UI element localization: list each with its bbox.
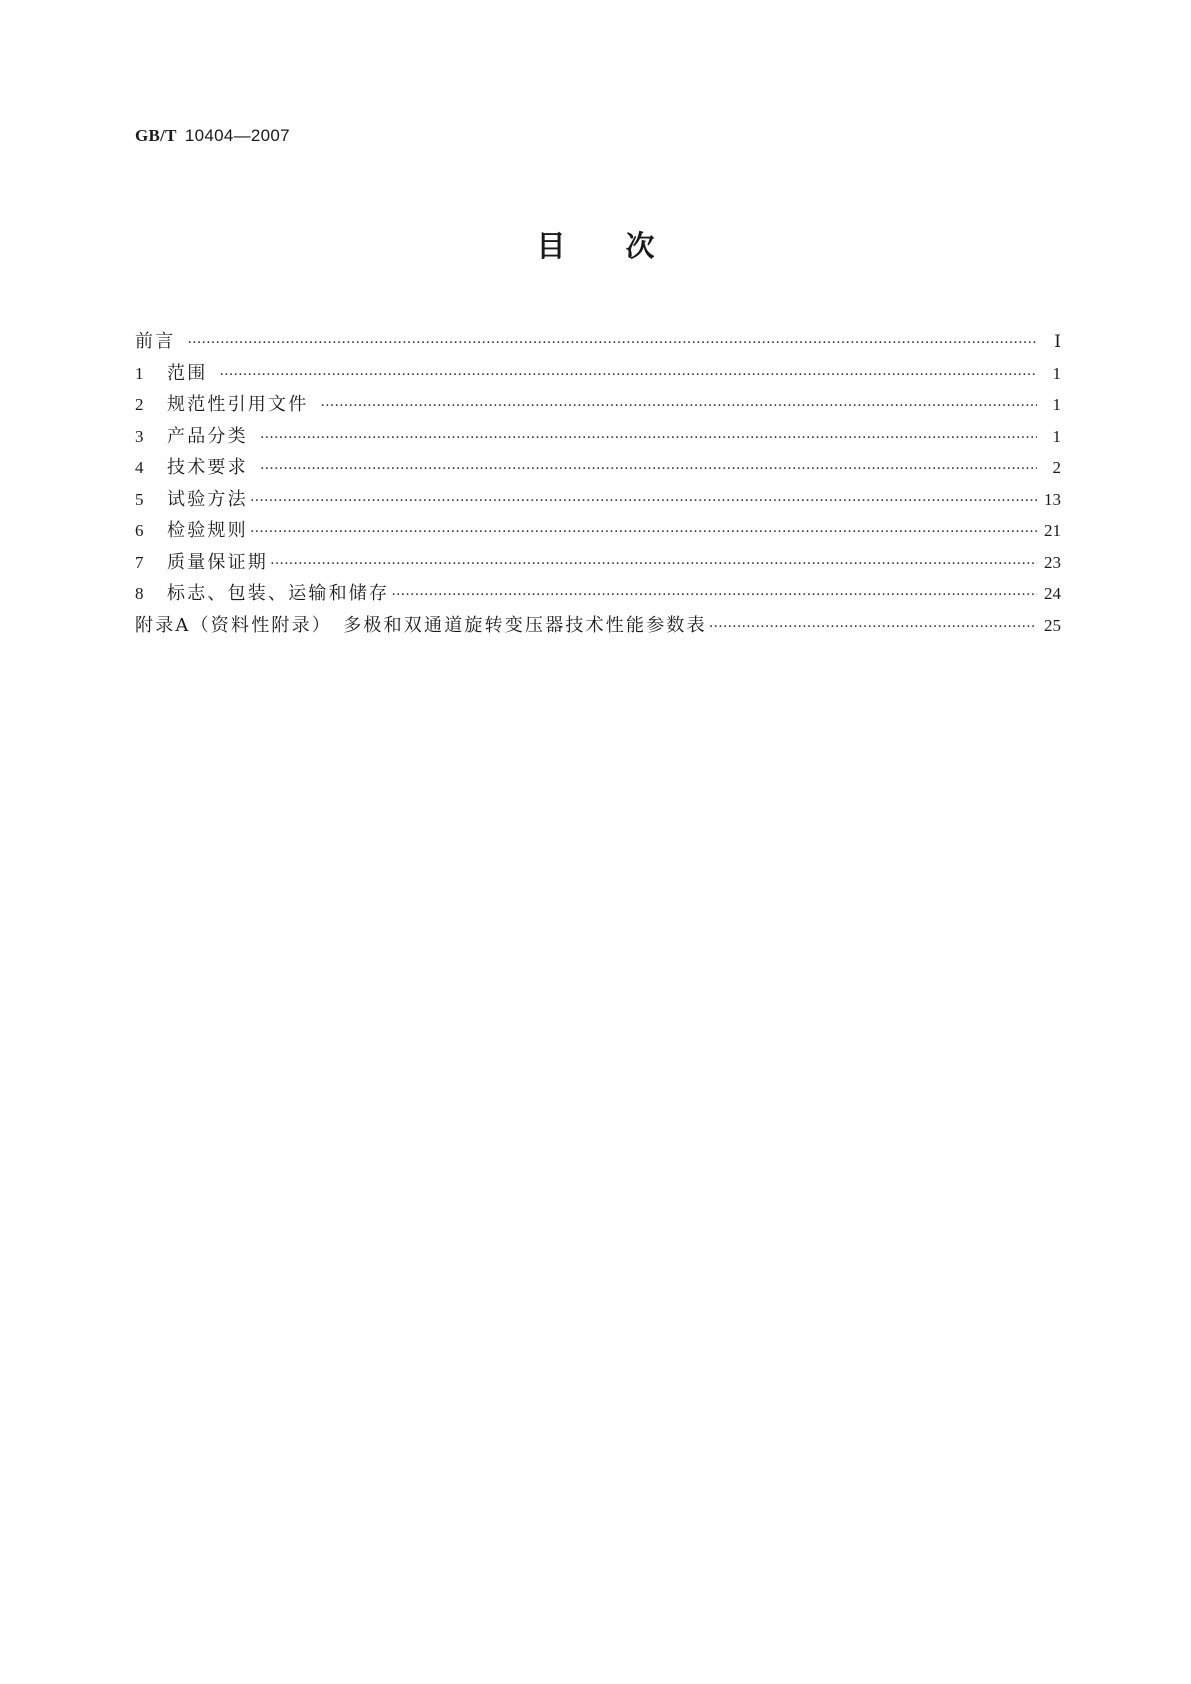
- toc-entry-label: 规范性引用文件: [167, 394, 309, 415]
- toc-entry-label: 检验规则: [167, 520, 248, 541]
- toc-entry-label: 产品分类: [167, 425, 248, 447]
- toc-entry-label: 附录A（资料性附录） 多极和双通道旋转变压器技术性能参数表: [135, 614, 707, 636]
- toc-entry-number: 2: [135, 395, 144, 414]
- standard-number: 10404—2007: [184, 126, 290, 145]
- dot-leader: [260, 450, 1037, 482]
- dot-leader: [270, 545, 1037, 577]
- table-of-contents: [135, 326, 1061, 641]
- standard-code: [135, 126, 290, 146]
- toc-entry-number: 1: [135, 363, 144, 383]
- toc-entry-appendix-a[interactable]: [135, 610, 1061, 642]
- dot-leader: [320, 387, 1037, 419]
- toc-entry-page: 1: [1052, 395, 1061, 414]
- toc-entry-3[interactable]: [135, 421, 1061, 453]
- toc-entry-page: 13: [1044, 489, 1061, 509]
- toc-entry-6[interactable]: [135, 515, 1061, 547]
- dot-leader: [709, 608, 1037, 640]
- dot-leader: [250, 482, 1037, 514]
- toc-entry-4[interactable]: [135, 452, 1061, 484]
- dot-leader: [187, 324, 1037, 356]
- dot-leader: [260, 419, 1037, 451]
- dot-leader: [219, 356, 1037, 388]
- toc-entry-8[interactable]: [135, 578, 1061, 610]
- toc-entry-number: 5: [135, 489, 144, 509]
- toc-entry-label: 技术要求: [167, 457, 248, 478]
- toc-entry-page: 23: [1044, 552, 1061, 572]
- toc-entry-page: 21: [1044, 521, 1061, 540]
- dot-leader: [250, 513, 1037, 545]
- toc-entry-5[interactable]: [135, 484, 1061, 516]
- toc-entry-label: 试验方法: [167, 488, 248, 510]
- toc-entry-number: 4: [135, 458, 144, 477]
- toc-entry-foreword[interactable]: [135, 326, 1061, 358]
- toc-entry-page: 2: [1052, 458, 1061, 477]
- toc-entry-page: 25: [1044, 615, 1061, 635]
- toc-entry-2[interactable]: [135, 389, 1061, 421]
- toc-entry-page: 1: [1052, 363, 1061, 383]
- toc-entry-label: 前言: [135, 331, 176, 352]
- toc-entry-label: 范围: [167, 362, 208, 384]
- toc-entry-page: 1: [1052, 426, 1061, 446]
- standard-prefix: GB/T: [135, 126, 177, 145]
- toc-entry-7[interactable]: [135, 547, 1061, 579]
- toc-entry-number: 6: [135, 521, 144, 540]
- toc-entry-label: 标志、包装、运输和储存: [167, 583, 390, 604]
- toc-title: 目次: [536, 229, 715, 263]
- toc-entry-number: 7: [135, 552, 144, 572]
- dot-leader: [391, 576, 1037, 608]
- toc-entry-number: 8: [135, 584, 144, 603]
- toc-entry-1[interactable]: [135, 358, 1061, 390]
- toc-entry-number: 3: [135, 426, 144, 446]
- toc-entry-page: 24: [1044, 584, 1061, 603]
- toc-entry-label: 质量保证期: [167, 551, 268, 573]
- toc-entry-page: Ⅰ: [1054, 332, 1061, 351]
